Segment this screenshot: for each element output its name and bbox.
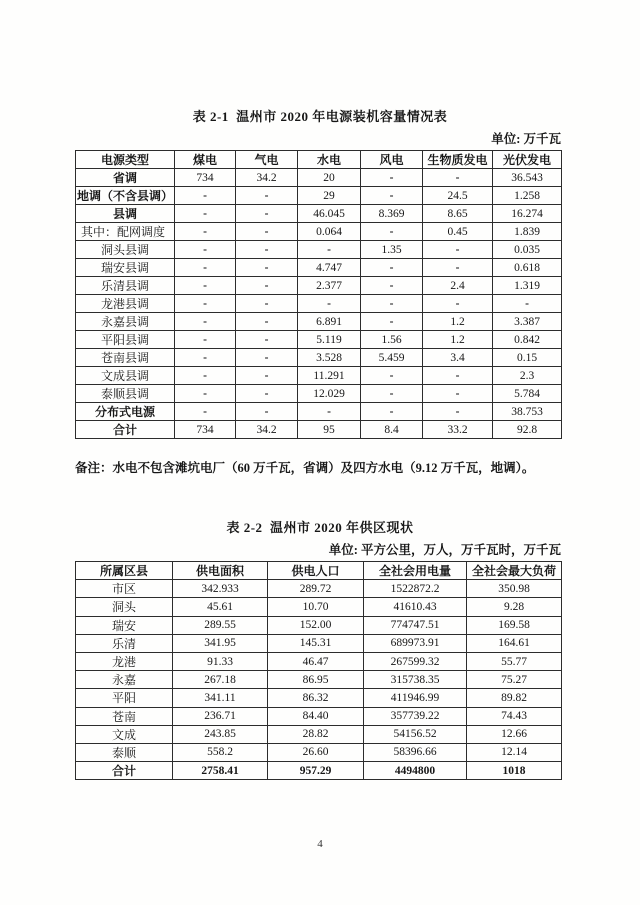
table1-col-header-3: 水电 [298, 151, 361, 169]
table1-cell: 6.891 [298, 313, 361, 331]
table1-cell: 16.274 [493, 205, 562, 223]
table1-cell: - [423, 385, 493, 403]
table1-cell: - [423, 169, 493, 187]
page-number: 4 [317, 838, 323, 850]
table1-cell: 0.618 [493, 259, 562, 277]
table1-cell: - [423, 295, 493, 313]
table1-cell: - [298, 241, 361, 259]
table2-cell: 91.33 [173, 652, 268, 670]
table1-cell: - [361, 295, 423, 313]
table1-cell: 8.369 [361, 205, 423, 223]
table1-cell: - [361, 403, 423, 421]
table2-cell: 350.98 [467, 580, 562, 598]
table1-cell: - [236, 331, 298, 349]
table1-cell: 0.15 [493, 349, 562, 367]
table2-header-row [76, 562, 562, 580]
table2-cell: 1522872.2 [364, 580, 467, 598]
table1-cell: 734 [175, 169, 236, 187]
table2-cell: 411946.99 [364, 689, 467, 707]
table2-cell: 84.40 [268, 707, 364, 725]
table1-row-8 [76, 313, 562, 331]
table1-row-13 [76, 403, 562, 421]
table1-row-12 [76, 385, 562, 403]
table2-row-5 [76, 671, 562, 689]
table1-row-label: 分布式电源 [76, 403, 175, 421]
table1-row-label: 合计 [76, 421, 175, 439]
table1-cell: - [236, 259, 298, 277]
table1-row-label: 文成县调 [76, 367, 175, 385]
table1-cell: 734 [175, 421, 236, 439]
table1-cell: - [361, 385, 423, 403]
table1-cell: - [361, 313, 423, 331]
table2-row-8 [76, 725, 562, 743]
table2-cell: 26.60 [268, 743, 364, 761]
table1-cell: 1.2 [423, 331, 493, 349]
table2-col-header-4: 全社会最大负荷 [467, 562, 562, 580]
table2-cell: 86.95 [268, 671, 364, 689]
table1-cell: 8.4 [361, 421, 423, 439]
table1-cell: - [361, 223, 423, 241]
table1-cell: 2.3 [493, 367, 562, 385]
table1-cell: 0.45 [423, 223, 493, 241]
table1-cell: 2.4 [423, 277, 493, 295]
table1-row-0 [76, 169, 562, 187]
table1-row-label: 苍南县调 [76, 349, 175, 367]
table1-row-5 [76, 259, 562, 277]
table1-cell: - [175, 313, 236, 331]
table1-row-label: 地调（不含县调） [76, 187, 175, 205]
table2-cell: 12.66 [467, 725, 562, 743]
table1-row-7 [76, 295, 562, 313]
table1-cell: - [361, 187, 423, 205]
table2-cell: 169.58 [467, 616, 562, 634]
table2-cell: 58396.66 [364, 743, 467, 761]
table1-cell: - [175, 349, 236, 367]
table1 [75, 150, 562, 439]
table1-cell: 92.8 [493, 421, 562, 439]
table2-cell: 236.71 [173, 707, 268, 725]
table2 [75, 561, 562, 780]
table1-title: 表 2-1 温州市 2020 年电源装机容量情况表 [192, 109, 448, 124]
table1-cell: - [236, 367, 298, 385]
table1-row-6 [76, 277, 562, 295]
table1-cell: 1.35 [361, 241, 423, 259]
table1-col-header-5: 生物质发电 [423, 151, 493, 169]
table2-cell: 145.31 [268, 634, 364, 652]
table1-cell: 3.528 [298, 349, 361, 367]
table2-title: 表 2-2 温州市 2020 年供区现状 [226, 520, 414, 535]
table1-cell: - [175, 187, 236, 205]
table1-cell: 4.747 [298, 259, 361, 277]
table1-cell: 8.65 [423, 205, 493, 223]
table2-row-10 [76, 762, 562, 780]
table2-cell: 558.2 [173, 743, 268, 761]
table1-col-header-2: 气电 [236, 151, 298, 169]
table1-cell: - [236, 403, 298, 421]
table1-cell: 38.753 [493, 403, 562, 421]
table1-row-1 [76, 187, 562, 205]
table2-cell: 152.00 [268, 616, 364, 634]
table2-cell: 86.32 [268, 689, 364, 707]
table1-cell: 5.784 [493, 385, 562, 403]
table2-cell: 289.55 [173, 616, 268, 634]
table2-cell: 9.28 [467, 598, 562, 616]
table1-cell: - [361, 277, 423, 295]
table2-col-header-3: 全社会用电量 [364, 562, 467, 580]
table2-cell: 315738.35 [364, 671, 467, 689]
table2-cell: 2758.41 [173, 762, 268, 780]
table1-cell: - [236, 187, 298, 205]
table1-row-label: 其中：配网调度 [76, 223, 175, 241]
table2-row-label: 平阳 [76, 689, 173, 707]
table1-cell: 24.5 [423, 187, 493, 205]
table2-row-label: 永嘉 [76, 671, 173, 689]
table2-unit: 单位: 平方公里，万人，万千瓦时，万千瓦 [328, 543, 561, 557]
table1-cell: - [236, 277, 298, 295]
table1-cell: 3.387 [493, 313, 562, 331]
table2-row-label: 龙港 [76, 652, 173, 670]
table1-header-row [76, 151, 562, 169]
table1-cell: - [236, 295, 298, 313]
table2-col-header-1: 供电面积 [173, 562, 268, 580]
table2-cell: 41610.43 [364, 598, 467, 616]
table1-cell: - [493, 295, 562, 313]
table1-row-3 [76, 223, 562, 241]
table2-cell: 267599.32 [364, 652, 467, 670]
table2-col-header-2: 供电人口 [268, 562, 364, 580]
table2-cell: 341.11 [173, 689, 268, 707]
table2-cell: 774747.51 [364, 616, 467, 634]
table1-row-label: 乐清县调 [76, 277, 175, 295]
table1-col-header-4: 风电 [361, 151, 423, 169]
table1-cell: 0.842 [493, 331, 562, 349]
table1-cell: - [175, 223, 236, 241]
table2-cell: 689973.91 [364, 634, 467, 652]
table1-cell: - [298, 295, 361, 313]
table1-row-4 [76, 241, 562, 259]
table1-row-label: 永嘉县调 [76, 313, 175, 331]
table1-cell: 12.029 [298, 385, 361, 403]
table1-cell: - [361, 259, 423, 277]
table2-row-label: 泰顺 [76, 743, 173, 761]
table1-col-header-6: 光伏发电 [493, 151, 562, 169]
table1-cell: - [236, 223, 298, 241]
table1-col-header-0: 电源类型 [76, 151, 175, 169]
table1-cell: - [175, 295, 236, 313]
table2-row-label: 瑞安 [76, 616, 173, 634]
table1-cell: 1.258 [493, 187, 562, 205]
table1-cell: - [175, 259, 236, 277]
table1-cell: - [423, 367, 493, 385]
table1-row-label: 泰顺县调 [76, 385, 175, 403]
table1-unit: 单位: 万千瓦 [491, 132, 561, 146]
table2-row-label: 洞头 [76, 598, 173, 616]
table1-row-label: 省调 [76, 169, 175, 187]
table1-cell: 33.2 [423, 421, 493, 439]
table1-cell: - [423, 241, 493, 259]
table1-cell: - [175, 277, 236, 295]
table2-row-6 [76, 689, 562, 707]
table1-cell: 20 [298, 169, 361, 187]
table1-row-10 [76, 349, 562, 367]
table1-cell: 2.377 [298, 277, 361, 295]
table2-row-1 [76, 598, 562, 616]
table1-cell: 34.2 [236, 169, 298, 187]
table2-col-header-0: 所属区县 [76, 562, 173, 580]
table1-cell: 11.291 [298, 367, 361, 385]
table1-row-14 [76, 421, 562, 439]
table1-cell: 0.064 [298, 223, 361, 241]
table2-cell: 75.27 [467, 671, 562, 689]
table1-cell: - [236, 313, 298, 331]
table2-cell: 12.14 [467, 743, 562, 761]
table1-row-label: 县调 [76, 205, 175, 223]
table1-row-2 [76, 205, 562, 223]
table2-row-4 [76, 652, 562, 670]
table1-cell: - [175, 403, 236, 421]
table2-cell: 74.43 [467, 707, 562, 725]
table1-cell: 95 [298, 421, 361, 439]
table1-cell: 34.2 [236, 421, 298, 439]
table1-cell: - [423, 259, 493, 277]
table1-cell: 1.56 [361, 331, 423, 349]
table1-cell: 3.4 [423, 349, 493, 367]
table2-row-3 [76, 634, 562, 652]
table1-row-label: 龙港县调 [76, 295, 175, 313]
table2-cell: 46.47 [268, 652, 364, 670]
table1-cell: - [175, 205, 236, 223]
table1-cell: - [423, 403, 493, 421]
table1-cell: 0.035 [493, 241, 562, 259]
table2-cell: 267.18 [173, 671, 268, 689]
table2-row-9 [76, 743, 562, 761]
table1-row-9 [76, 331, 562, 349]
table1-cell: - [361, 367, 423, 385]
table1-cell: 1.839 [493, 223, 562, 241]
table2-row-label: 文成 [76, 725, 173, 743]
table1-cell: - [175, 367, 236, 385]
table1-cell: 1.319 [493, 277, 562, 295]
table1-col-header-1: 煤电 [175, 151, 236, 169]
table2-cell: 28.82 [268, 725, 364, 743]
table1-row-label: 瑞安县调 [76, 259, 175, 277]
table2-row-7 [76, 707, 562, 725]
table1-note: 备注：水电不包含滩坑电厂（60 万千瓦，省调）及四方水电（9.12 万千瓦，地调）。 [75, 461, 535, 475]
table2-row-2 [76, 616, 562, 634]
table1-row-11 [76, 367, 562, 385]
table2-cell: 45.61 [173, 598, 268, 616]
table2-row-0 [76, 580, 562, 598]
table2-cell: 10.70 [268, 598, 364, 616]
table2-cell: 342.933 [173, 580, 268, 598]
table1-row-label: 洞头县调 [76, 241, 175, 259]
table1-row-label: 平阳县调 [76, 331, 175, 349]
table2-row-label: 合计 [76, 762, 173, 780]
table1-cell: 1.2 [423, 313, 493, 331]
table2-row-label: 乐清 [76, 634, 173, 652]
table2-cell: 54156.52 [364, 725, 467, 743]
table2-cell: 164.61 [467, 634, 562, 652]
table1-cell: - [175, 331, 236, 349]
table1-cell: - [361, 169, 423, 187]
table2-cell: 957.29 [268, 762, 364, 780]
table1-cell: - [236, 205, 298, 223]
table2-cell: 341.95 [173, 634, 268, 652]
table1-cell: - [298, 403, 361, 421]
table2-cell: 357739.22 [364, 707, 467, 725]
table2-cell: 55.77 [467, 652, 562, 670]
table1-cell: 46.045 [298, 205, 361, 223]
table1-cell: - [236, 385, 298, 403]
table1-cell: 29 [298, 187, 361, 205]
table1-cell: 5.119 [298, 331, 361, 349]
table2-cell: 4494800 [364, 762, 467, 780]
table2-cell: 243.85 [173, 725, 268, 743]
table1-cell: 5.459 [361, 349, 423, 367]
table2-cell: 1018 [467, 762, 562, 780]
table1-cell: - [175, 385, 236, 403]
table2-cell: 89.82 [467, 689, 562, 707]
table1-cell: 36.543 [493, 169, 562, 187]
table2-row-label: 市区 [76, 580, 173, 598]
table1-cell: - [236, 241, 298, 259]
table1-cell: - [236, 349, 298, 367]
table2-row-label: 苍南 [76, 707, 173, 725]
table2-cell: 289.72 [268, 580, 364, 598]
table1-cell: - [175, 241, 236, 259]
